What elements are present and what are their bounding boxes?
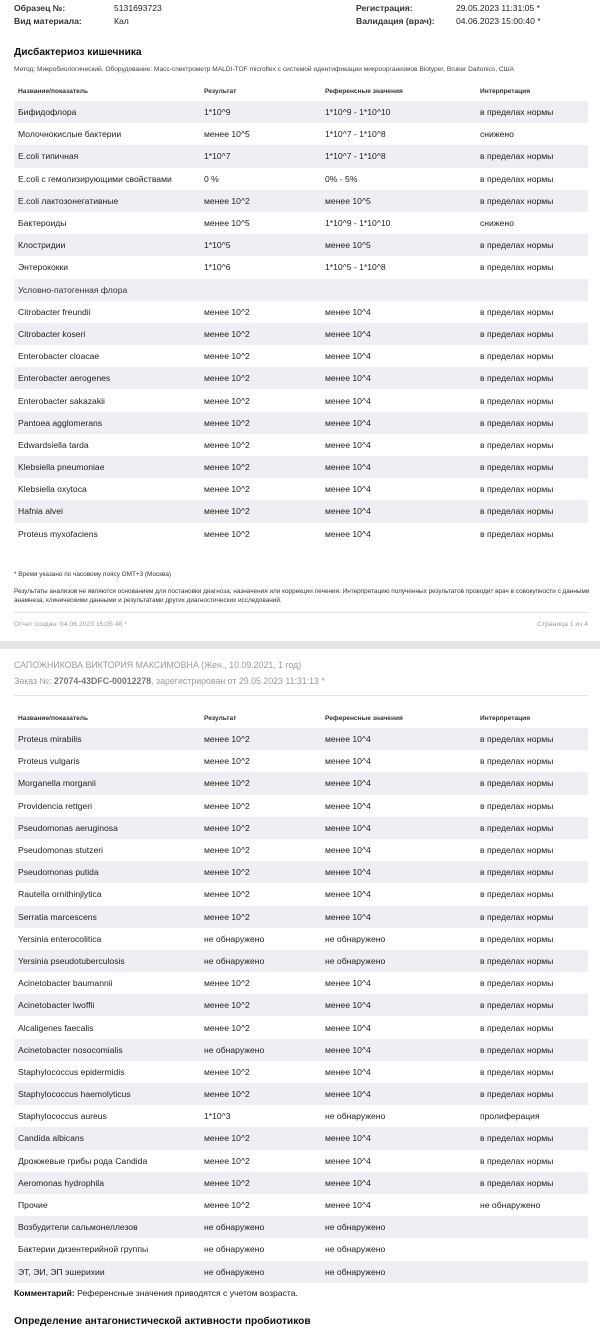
table-row: [14, 1216, 588, 1238]
cell-interpretation: [470, 1261, 588, 1283]
cell-interpretation: в пределах нормы: [470, 412, 588, 434]
registration-label: Регистрация:: [356, 3, 413, 13]
cell-interpretation: в пределах нормы: [480, 845, 554, 856]
disclaimer-note: Результаты анализов не являются основанием для постановки диагноза, назначения или коррекции лечения. Интерпретацию полученных результатов проводит врач в совокупности с данными анамнеза, клиническими данными и результатами других диагностических исследований.: [14, 588, 590, 604]
cell-name: Прочие: [18, 1200, 48, 1211]
cell-result: не обнаружено: [200, 1261, 321, 1283]
table-row: [14, 1127, 588, 1149]
footer-divider: [14, 612, 588, 613]
cell-result: менее 10^2: [200, 817, 321, 839]
cell-interpretation: в пределах нормы: [480, 351, 554, 362]
cell-reference: менее 10^4: [321, 456, 470, 478]
cell-result: менее 10^2: [204, 800, 250, 811]
table-row: [14, 434, 588, 456]
cell-name: Serratia marcescens: [14, 906, 200, 928]
report-created: Отчет создан: 04.06.2023 15:05:48 *: [14, 621, 127, 628]
cell-interpretation: в пределах нормы: [480, 439, 554, 450]
table-row: [14, 1172, 588, 1194]
cell-result: менее 10^2: [200, 906, 321, 928]
cell-result: менее 10^2: [204, 1066, 250, 1077]
table-row: [14, 972, 588, 994]
cell-interpretation: снижено: [480, 218, 514, 229]
cell-reference: не обнаружено: [325, 933, 386, 944]
cell-name: Энтерококки: [18, 262, 69, 273]
group-row: [14, 279, 588, 301]
cell-interpretation: в пределах нормы: [480, 933, 554, 944]
cell-result: менее 10^2: [204, 1022, 250, 1033]
table-row: [14, 523, 588, 545]
cell-interpretation: в пределах нормы: [470, 145, 588, 167]
table-row: [14, 772, 588, 794]
cell-interpretation: в пределах нормы: [470, 190, 588, 212]
cell-name: Proteus mirabilis: [14, 728, 200, 750]
column-header-reference: Референсные значения: [325, 715, 403, 722]
cell-result: 0 %: [204, 173, 219, 184]
cell-interpretation: в пределах нормы: [470, 234, 588, 256]
cell-reference: менее 10^4: [325, 978, 371, 989]
material-value: Кал: [114, 16, 129, 26]
cell-reference: не обнаружено: [321, 1261, 470, 1283]
cell-name: Citrobacter koseri: [14, 323, 200, 345]
cell-reference: менее 10^4: [325, 484, 371, 495]
order-suffix: , зарегистрирован от 29.05.2023 11:31:13 *: [151, 676, 325, 686]
table-row: [14, 123, 588, 145]
cell-interpretation: в пределах нормы: [480, 484, 554, 495]
table-row: [14, 861, 588, 883]
cell-result: менее 10^2: [200, 1083, 321, 1105]
cell-interpretation: [470, 1238, 588, 1260]
section-title: Дисбактериоз кишечника: [14, 47, 142, 58]
cell-interpretation: в пределах нормы: [480, 756, 554, 767]
cell-name: Rautella ornithinjlytica: [18, 889, 102, 900]
cell-interpretation: в пределах нормы: [480, 978, 554, 989]
table-row: [14, 412, 588, 434]
table-row: [14, 795, 588, 817]
cell-name: Klebsiella pneumoniae: [14, 456, 200, 478]
cell-name: Candida albicans: [14, 1127, 200, 1149]
table-row: [14, 256, 588, 278]
cell-reference: менее 10^4: [325, 1155, 371, 1166]
cell-result: менее 10^2: [200, 412, 321, 434]
cell-name: Условно-патогенная флора: [14, 279, 200, 301]
table-row: [14, 323, 588, 345]
cell-result: менее 10^2: [204, 395, 250, 406]
cell-interpretation: снижено: [480, 129, 514, 140]
table-row: [14, 212, 588, 234]
cell-interpretation: в пределах нормы: [480, 800, 554, 811]
cell-interpretation: в пределах нормы: [470, 772, 588, 794]
cell-name: Enterobacter cloacae: [18, 351, 100, 362]
cell-interpretation: в пределах нормы: [470, 994, 588, 1016]
cell-interpretation: в пределах нормы: [480, 173, 554, 184]
cell-reference: менее 10^5: [321, 190, 470, 212]
cell-interpretation: в пределах нормы: [470, 1127, 588, 1149]
cell-interpretation: в пределах нормы: [470, 1172, 588, 1194]
page-separator: [0, 641, 600, 649]
page-number: Страница 1 из 4: [537, 621, 588, 628]
material-label: Вид материала:: [14, 16, 82, 26]
registration-value: 29.05.2023 11:31:05 *: [456, 3, 540, 13]
table-row: [14, 301, 588, 323]
cell-result: не обнаружено: [200, 1216, 321, 1238]
cell-interpretation: в пределах нормы: [470, 950, 588, 972]
cell-reference: не обнаружено: [325, 1244, 386, 1255]
cell-name: Acinetobacter baumannii: [18, 978, 113, 989]
cell-interpretation: в пределах нормы: [470, 500, 588, 522]
cell-interpretation: в пределах нормы: [480, 395, 554, 406]
sample-label: Образец №:: [14, 3, 66, 13]
comment: [14, 1288, 298, 1298]
column-header-result: Результат: [204, 88, 237, 95]
cell-result: менее 10^2: [200, 367, 321, 389]
cell-reference: менее 10^4: [325, 306, 371, 317]
results-table-page-1: [14, 82, 588, 545]
cell-name: Yersinia pseudotuberculosis: [14, 950, 200, 972]
report-header: [0, 0, 600, 32]
table-row: [14, 190, 588, 212]
cell-interpretation: в пределах нормы: [470, 906, 588, 928]
table-row: [14, 728, 588, 750]
table-row: [14, 1194, 588, 1216]
cell-result: менее 10^2: [204, 756, 250, 767]
cell-interpretation: в пределах нормы: [470, 367, 588, 389]
cell-reference: менее 10^4: [321, 772, 470, 794]
cell-reference: 0% - 5%: [325, 173, 358, 184]
table-row: [14, 1061, 588, 1083]
cell-name: Staphylococcus epidermidis: [18, 1066, 125, 1077]
cell-result: менее 10^2: [200, 994, 321, 1016]
validation-label: Валидация (врач):: [356, 16, 435, 26]
cell-result: менее 10^2: [200, 772, 321, 794]
cell-interpretation: в пределах нормы: [470, 1039, 588, 1061]
table-header-row: [14, 709, 588, 728]
cell-reference: менее 10^4: [325, 889, 371, 900]
cell-reference: менее 10^4: [325, 439, 371, 450]
cell-result: менее 10^2: [200, 190, 321, 212]
cell-name: Бактероиды: [18, 218, 67, 229]
cell-interpretation: в пределах нормы: [480, 889, 554, 900]
cell-name: Дрожжевые грибы рода Candida: [18, 1155, 148, 1166]
cell-reference: менее 10^4: [321, 500, 470, 522]
cell-result: менее 10^2: [204, 889, 250, 900]
column-header-name: Название/показатель: [18, 715, 89, 722]
column-header-result: Результат: [204, 715, 237, 722]
cell-reference: менее 10^4: [325, 351, 371, 362]
cell-name: Клостридии: [14, 234, 200, 256]
cell-reference: менее 10^4: [325, 1200, 371, 1211]
cell-name: Staphylococcus haemolyticus: [14, 1083, 200, 1105]
cell-reference: менее 10^4: [321, 817, 470, 839]
cell-result: 1*10^6: [204, 262, 231, 273]
cell-name: Staphylococcus aureus: [18, 1111, 107, 1122]
cell-reference: менее 10^4: [321, 367, 470, 389]
cell-name: Proteus myxofaciens: [18, 528, 98, 539]
next-section-title: Определение антагонистической активности пробиотиков: [14, 1316, 311, 1327]
cell-reference: [321, 279, 470, 301]
cell-result: менее 10^2: [200, 500, 321, 522]
cell-reference: менее 10^4: [321, 323, 470, 345]
cell-name: Pantoea agglomerans: [14, 412, 200, 434]
cell-name: Enterobacter aerogenes: [14, 367, 200, 389]
table-row: [14, 1238, 588, 1260]
table-row: [14, 367, 588, 389]
cell-result: менее 10^2: [200, 1172, 321, 1194]
cell-reference: менее 10^4: [321, 412, 470, 434]
cell-result: менее 10^2: [200, 861, 321, 883]
table-row: [14, 950, 588, 972]
cell-reference: менее 10^4: [321, 906, 470, 928]
cell-name: Citrobacter freundii: [18, 306, 91, 317]
cell-interpretation: в пределах нормы: [470, 861, 588, 883]
table-row: [14, 500, 588, 522]
cell-reference: менее 10^4: [321, 1039, 470, 1061]
cell-result: менее 10^2: [204, 484, 250, 495]
cell-reference: 1*10^7 - 1*10^8: [325, 129, 386, 140]
cell-reference: менее 10^4: [325, 395, 371, 406]
cell-result: 1*10^7: [200, 145, 321, 167]
cell-reference: менее 10^4: [325, 845, 371, 856]
cell-name: Acinetobacter lwoffii: [14, 994, 200, 1016]
cell-reference: 1*10^9 - 1*10^10: [321, 101, 470, 123]
timezone-note: * Время указано по часовому поясу GMT+3 (Москва): [14, 571, 172, 578]
cell-interpretation: в пределах нормы: [480, 1155, 554, 1166]
cell-name: Hafnia alvei: [14, 500, 200, 522]
cell-interpretation: в пределах нормы: [470, 101, 588, 123]
cell-name: ЭТ, ЭИ, ЭП эшерихии: [14, 1261, 200, 1283]
cell-reference: менее 10^4: [325, 756, 371, 767]
cell-reference: не обнаружено: [321, 1216, 470, 1238]
table-row: [14, 145, 588, 167]
cell-result: менее 10^2: [200, 728, 321, 750]
cell-result: менее 10^2: [200, 456, 321, 478]
table-row: [14, 1039, 588, 1061]
header-row-2: [14, 14, 586, 28]
cell-name: E.coli лактозонегативные: [14, 190, 200, 212]
order-prefix: Заказ №:: [14, 676, 54, 686]
cell-name: Acinetobacter nosocomialis: [14, 1039, 200, 1061]
table-row: [14, 928, 588, 950]
cell-result: менее 10^2: [200, 1127, 321, 1149]
table-row: [14, 1083, 588, 1105]
cell-reference: менее 10^4: [321, 861, 470, 883]
cell-name: Pseudomonas putida: [14, 861, 200, 883]
table-row: [14, 994, 588, 1016]
column-header-reference: Референсные значения: [325, 88, 403, 95]
cell-name: E.coli с гемолизирующими свойствами: [18, 173, 172, 184]
cell-name: Morganella morganii: [14, 772, 200, 794]
cell-name: Бифидофлора: [14, 101, 200, 123]
cell-name: Бактерии дизентерийной группы: [18, 1244, 149, 1255]
cell-name: Edwardsiella tarda: [18, 439, 89, 450]
table-row: [14, 906, 588, 928]
cell-reference: не обнаружено: [321, 950, 470, 972]
cell-result: 1*10^3: [204, 1111, 231, 1122]
cell-result: менее 10^2: [204, 306, 250, 317]
cell-reference: менее 10^5: [321, 234, 470, 256]
cell-interpretation: в пределах нормы: [470, 817, 588, 839]
table-row: [14, 1016, 588, 1038]
cell-result: менее 10^2: [204, 351, 250, 362]
cell-result: не обнаружено: [200, 1039, 321, 1061]
table-row: [14, 456, 588, 478]
cell-reference: менее 10^4: [325, 528, 371, 539]
column-header-name: Название/показатель: [18, 88, 89, 95]
cell-result: 1*10^5: [200, 234, 321, 256]
table-row: [14, 750, 588, 772]
cell-name: Yersinia enterocolitica: [18, 933, 102, 944]
cell-interpretation: в пределах нормы: [480, 306, 554, 317]
page-footer: [14, 619, 588, 631]
cell-name: Enterobacter sakazakii: [18, 395, 105, 406]
table-header-row: [14, 82, 588, 101]
cell-name: Aeromonas hydrophila: [14, 1172, 200, 1194]
cell-name: Pseudomonas aeruginosa: [14, 817, 200, 839]
cell-name: Proteus vulgaris: [18, 756, 80, 767]
table-row: [14, 1261, 588, 1283]
cell-result: менее 10^2: [204, 1200, 250, 1211]
comment-text: Референсные значения приводятся с учетом возраста.: [74, 1288, 298, 1298]
cell-interpretation: в пределах нормы: [480, 1066, 554, 1077]
column-header-interpretation: Интерпретация: [480, 715, 531, 722]
cell-reference: менее 10^4: [325, 800, 371, 811]
cell-result: менее 10^5: [204, 129, 250, 140]
cell-interpretation: пролиферация: [480, 1111, 540, 1122]
cell-result: менее 10^5: [204, 218, 250, 229]
table-row: [14, 345, 588, 367]
table-row: [14, 101, 588, 123]
cell-name: Возбудители сальмонеллезов: [14, 1216, 200, 1238]
table-row: [14, 1150, 588, 1172]
cell-interpretation: в пределах нормы: [470, 728, 588, 750]
sample-value: 5131693723: [114, 3, 162, 13]
cell-reference: не обнаружено: [325, 1111, 386, 1122]
cell-result: менее 10^2: [204, 439, 250, 450]
results-table-page-2: [14, 709, 588, 1283]
cell-result: не обнаружено: [204, 1244, 265, 1255]
cell-reference: менее 10^4: [321, 728, 470, 750]
cell-name: Pseudomonas stutzeri: [18, 845, 104, 856]
cell-reference: менее 10^4: [321, 994, 470, 1016]
cell-reference: менее 10^4: [321, 1083, 470, 1105]
cell-interpretation: в пределах нормы: [480, 528, 554, 539]
cell-reference: менее 10^4: [321, 1172, 470, 1194]
cell-name: Providencia rettgeri: [18, 800, 93, 811]
cell-name: E.coli типичная: [14, 145, 200, 167]
cell-result: [200, 279, 321, 301]
cell-reference: 1*10^7 - 1*10^8: [321, 145, 470, 167]
table-row: [14, 478, 588, 500]
table-row: [14, 234, 588, 256]
column-header-interpretation: Интерпретация: [480, 88, 531, 95]
cell-name: Молочнокислые бактерии: [18, 129, 122, 140]
cell-result: менее 10^2: [204, 1155, 250, 1166]
validation-value: 04.06.2023 15:00:40 *: [456, 16, 541, 26]
cell-result: менее 10^2: [204, 978, 250, 989]
patient-info: САПОЖНИКОВА ВИКТОРИЯ МАКСИМОВНА (Жен., 10.09.2021, 1 год): [14, 660, 302, 670]
table-row: [14, 817, 588, 839]
cell-interpretation: в пределах нормы: [470, 323, 588, 345]
table-row: [14, 839, 588, 861]
cell-reference: менее 10^4: [321, 1127, 470, 1149]
header-row-1: [14, 1, 586, 15]
table-row: [14, 389, 588, 411]
cell-interpretation: в пределах нормы: [480, 262, 554, 273]
cell-result: не обнаружено: [200, 950, 321, 972]
cell-interpretation: не обнаружено: [480, 1200, 541, 1211]
cell-result: менее 10^2: [200, 323, 321, 345]
method-text: Метод: Микробиологический. Оборудование: Масс-спектрометр MALDI-TOF microflex с системой идентификации микроорганизмов Biotyper, Bruker Daltonics, США: [14, 66, 515, 73]
order-divider: [14, 695, 588, 696]
cell-reference: менее 10^4: [325, 1066, 371, 1077]
cell-interpretation: в пределах нормы: [480, 1022, 554, 1033]
cell-name: Alcaligenes faecalis: [18, 1022, 94, 1033]
table-row: [14, 883, 588, 905]
table-row: [14, 168, 588, 190]
comment-label: Комментарий:: [14, 1288, 75, 1298]
cell-result: не обнаружено: [204, 933, 265, 944]
cell-reference: менее 10^4: [325, 1022, 371, 1033]
cell-interpretation: [470, 1216, 588, 1238]
cell-interpretation: в пределах нормы: [470, 456, 588, 478]
cell-interpretation: в пределах нормы: [470, 1083, 588, 1105]
cell-result: 1*10^9: [200, 101, 321, 123]
cell-interpretation: [470, 279, 588, 301]
cell-result: менее 10^2: [204, 528, 250, 539]
table-row: [14, 1105, 588, 1127]
cell-name: Klebsiella oxytoca: [18, 484, 87, 495]
cell-reference: 1*10^5 - 1*10^8: [325, 262, 386, 273]
cell-result: менее 10^2: [204, 845, 250, 856]
order-number: 27074-43DFC-00012278: [53, 676, 152, 686]
cell-reference: 1*10^9 - 1*10^10: [325, 218, 391, 229]
order-info: [14, 676, 325, 686]
